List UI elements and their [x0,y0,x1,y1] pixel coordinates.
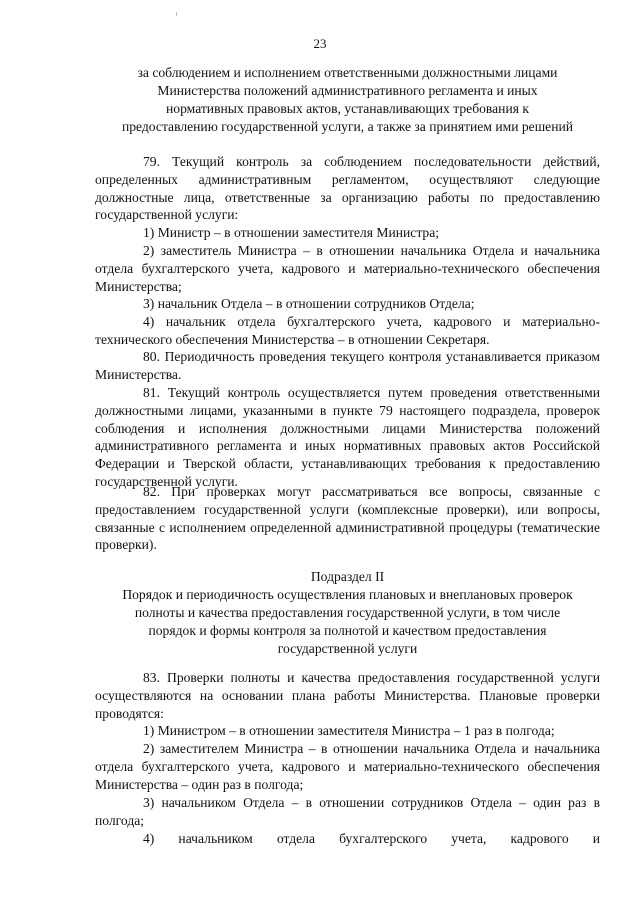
subsection-heading [95,568,600,658]
intro-line: предоставлению государственной услуги, а также за принятием ими решений [121,119,574,134]
intro-line: Министерства положений административного регламента и иных [157,83,538,98]
paragraph-79: 79. Текущий контроль за соблюдением последовательности действий, определенных административным регламентом, осуществляют следующие должностные лица, ответственные за организацию работы по предоставлению государственной услуги: [95,154,600,223]
paragraph-79-item-4: 4) начальник отдела бухгалтерского учета, кадрового и материально-технического обеспечения Министерства – в отношении Секретаря. [95,314,600,347]
paragraph-83-item-3: 3) начальником Отдела – в отношении сотрудников Отдела – один раз в полгода; [95,795,600,828]
subsection-title-line: государственной услуги [277,641,418,656]
paragraph-81: 81. Текущий контроль осуществляется путем проведения ответственными должностными лицами, указанными в пункте 79 настоящего подраздела, проверок соблюдения и исполнения должностными лицами Министерства положений административного регламента и иных нормативных правовых актов Российской Федерации и Тверской области, устанавливающих требования к предоставлению государственной услуги. [95,385,600,489]
subsection-title-line: полноты и качества предоставления государственной услуги, в том числе [134,605,561,620]
scan-mark [176,12,177,16]
intro-heading [95,64,600,136]
paragraph-79-item-2: 2) заместитель Министра – в отношении начальника Отдела и начальника отдела бухгалтерского учета, кадрового и материально-технического обеспечения Министерства; [95,243,600,294]
subsection-title-line: Порядок и периодичность осуществления плановых и внеплановых проверок [122,587,573,602]
paragraph-79-item-1: 1) Министр – в отношении заместителя Министра; [143,225,440,240]
paragraph-82: 82. При проверках могут рассматриваться все вопросы, связанные с предоставлением государственной услуги (комплексные проверки), или вопросы, связанные с исполнением определенной административной процедуры (тематические проверки). [95,484,600,553]
paragraph-83-item-2: 2) заместителем Министра – в отношении начальника Отдела и начальника отдела бухгалтерского учета, кадрового и материально-технического обеспечения Министерства – один раз в полгода; [95,741,600,792]
paragraph-79-item-3: 3) начальник Отдела – в отношении сотрудников Отдела; [143,296,475,311]
paragraph-80: 80. Периодичность проведения текущего контроля устанавливается приказом Министерства. [95,349,600,382]
page-number: 23 [313,36,327,51]
subsection-title-line: порядок и формы контроля за полнотой и качеством предоставления [148,623,547,638]
paragraph-83-item-4: 4) начальником отдела бухгалтерского учета, кадрового и [143,831,600,846]
intro-line: нормативных правовых актов, устанавливающих требования к [166,101,529,116]
subsection-label: Подраздел II [310,569,385,584]
paragraph-83-item-1: 1) Министром – в отношении заместителя Министра – 1 раз в полгода; [143,723,555,738]
intro-line: за соблюдением и исполнением ответственными должностными лицами [137,65,558,80]
paragraph-83: 83. Проверки полноты и качества предоставления государственной услуги осуществляются на основании плана работы Министерства. Плановые проверки проводятся: [95,670,600,721]
